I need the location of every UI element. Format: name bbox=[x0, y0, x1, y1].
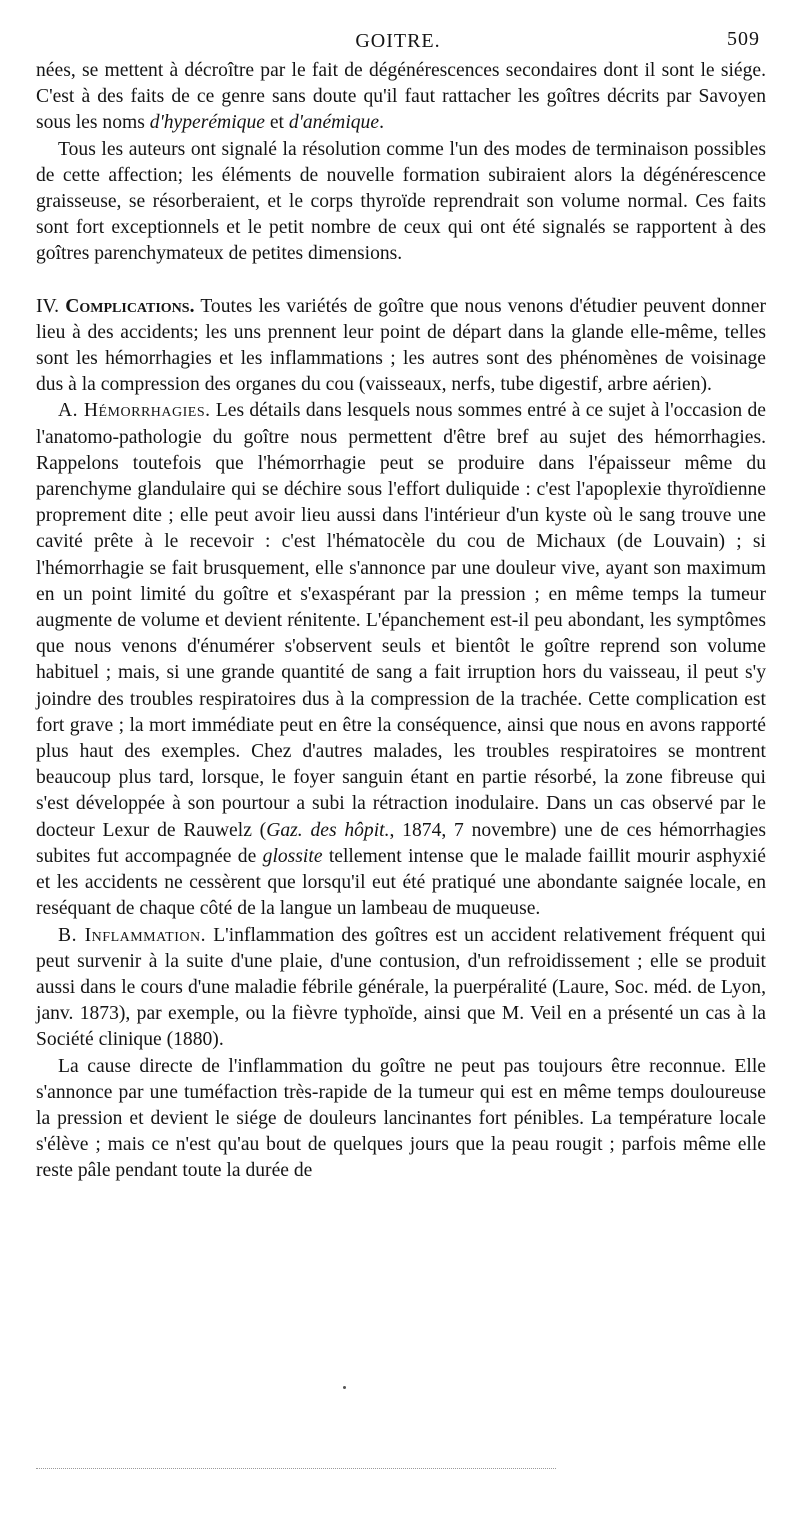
paragraph-text: tellement intense que le malade faillit mourir asphyxié et les accidents ne cessèrent que lorsqu'il eut été pratiqué une abondante saignée locale, en reséquant de chaque côté de la langue un lambeau de muqueuse. bbox=[36, 845, 767, 920]
italic-term: d'hyperémique bbox=[149, 112, 265, 134]
italic-term: glossite bbox=[262, 845, 323, 867]
page-number: 509 bbox=[727, 28, 760, 50]
subsection-hemorrhagies bbox=[36, 398, 766, 922]
section-number: IV. bbox=[36, 295, 60, 317]
paragraph-inflammation-cause: La cause directe de l'inflammation du goître ne peut pas toujours être reconnue. Elle s'annonce par une tuméfaction très-rapide de la tumeur qui est en même temps douloureuse la pression et devient le siége de douleurs lancinantes fort pénibles. La température locale s'élève ; mais ce n'est qu'au bout de quelques jours que la peau rougit ; parfois même elle reste pâle pendant toute la durée de bbox=[36, 1055, 766, 1182]
paragraph-resolution: Tous les auteurs ont signalé la résolution comme l'un des modes de terminaison possibles de cette affection; les éléments de nouvelle formation subiraient alors la dégénérescence graisseuse, se résorberaient, et le corps thyroïde reprendrait son volume normal. Ces faits sont fort exceptionnels et le petit nombre de ceux qui ont été signalés se rapportent à des goîtres parenchymateux de petites dimensions. bbox=[36, 138, 766, 265]
paragraph-text: L'inflammation des goîtres est un accident relativement fréquent qui peut survenir à la suite d'une plaie, d'une contusion, d'un refroidissement ; elle se produit aussi dans le cours d'une maladie fébrile générale, la puerpéralité (Laure, Soc. méd. de Lyon, janv. 1873), par exemple, ou la fièvre typhoïde, ainsi que M. Veil en a présenté un cas à la Société clinique (1880). bbox=[36, 924, 766, 1051]
running-header bbox=[36, 30, 760, 60]
text-body bbox=[36, 58, 766, 1185]
paragraph-text: nées, se mettent à décroître par le fait de dégénérescences secondaires dont il sont le siége. C'est à des faits de ce genre sans doute qu'il faut rattacher les goîtres décrits par Savoyen sous les noms bbox=[36, 60, 766, 134]
paragraph-text: , 1874, 7 novembre) une de ces hémorrhagies subites fut accompagnée de bbox=[36, 819, 767, 867]
subsection-heading: B. Inflammation. bbox=[58, 924, 207, 946]
paragraph-text: et bbox=[264, 112, 289, 134]
italic-term: d'anémique bbox=[288, 112, 380, 134]
subsection-inflammation bbox=[36, 923, 766, 1054]
subsection-heading: A. Hémorrhagies. bbox=[58, 400, 211, 422]
running-title: GOITRE. bbox=[355, 30, 441, 52]
section-heading: Complications. bbox=[65, 295, 195, 317]
paragraph-text: Toutes les variétés de goître que nous venons d'étudier peuvent donner lieu à des accidents; les uns prennent leur point de départ dans la glande elle-même, telles sont les hémorrhagies et les inflammations ; les autres sont des phénomènes de voisinage dus à la compression des organes du cou (vaisseaux, nerfs, tube digestif, arbre aérien). bbox=[36, 295, 766, 396]
paragraph-text: . bbox=[379, 112, 384, 134]
bottom-print-rule bbox=[36, 1468, 556, 1469]
section-complications bbox=[36, 294, 766, 399]
paragraph-text: Les détails dans lesquels nous sommes entré à ce sujet à l'occasion de l'anatomo-pathologie du goître nous permettent d'être bref au sujet des hémorrhagies. Rappelons toutefois que l'hémorrhagie peut se produire dans l'épaisseur même du parenchyme glandulaire qui se déchire sous l'effort duliquide : c'est l'apoplexie thyroïdienne proprement dite ; elle peut avoir lieu aussi dans l'intérieur d'un kyste où le sang trouve une cavité prête à le recevoir : c'est l'hématocèle du cou de Michaux (de Louvain) ; si l'hémorrhagie se fait brusquement, elle s'annonce par une douleur vive, ayant son maximum en un point limité du goître et s'exaspérant par la pression ; en même temps la tumeur augmente de volume et devient rénitente. L'épanchement est-il peu abondant, les symptômes que nous venons d'énumérer s'observent seuls et bientôt le goître reprend son volume habituel ; mais, si une grande quantité de sang a fait irruption hors du vaisseau, il peut s'y joindre des troubles respiratoires dus à la compression de la trachée. Cette complication est fort grave ; la mort immédiate peut en être la conséquence, ainsi que nous en avons rapporté plus haut des exemples. Chez d'autres malades, les troubles respiratoires se montrent beaucoup plus tard, lorsque, le foyer sanguin étant en partie résorbé, la zone fibreuse qui s'est développée à son pourtour a subi la rétraction inodulaire. Dans un cas observé par le docteur Lexur de Rauwelz ( bbox=[36, 400, 766, 841]
paragraph-continuation bbox=[36, 58, 766, 137]
italic-citation: Gaz. des hôpit. bbox=[266, 819, 390, 841]
print-speck bbox=[343, 1386, 346, 1389]
